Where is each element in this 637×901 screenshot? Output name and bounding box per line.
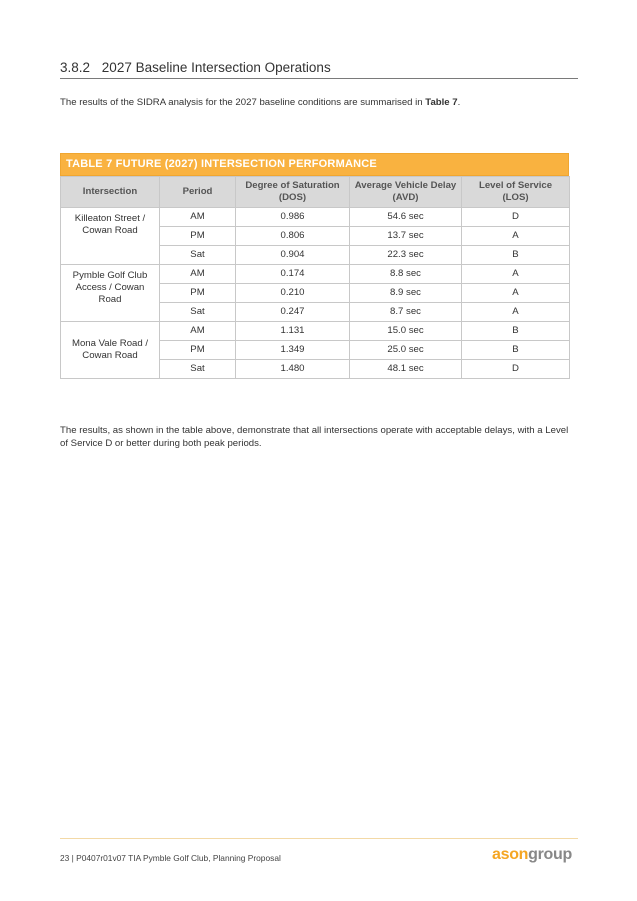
los-cell: A [462,265,570,284]
footer-divider [60,838,578,839]
section-heading [60,60,578,79]
intersection-cell: Mona Vale Road / Cowan Road [61,322,160,379]
intro-text-end: . [457,97,461,108]
table-row [61,322,570,341]
header-intersection: Intersection [61,177,160,208]
period-cell: PM [160,284,236,303]
period-cell: Sat [160,303,236,322]
los-cell: D [462,360,570,379]
footer-text: 23 | P0407r01v07 TIA Pymble Golf Club, Planning Proposal [60,853,281,863]
avd-cell: 13.7 sec [350,227,462,246]
dos-cell: 0.210 [236,284,350,303]
avd-cell: 8.8 sec [350,265,462,284]
period-cell: AM [160,322,236,341]
table-reference: Table 7 [425,97,458,108]
table-title: TABLE 7 FUTURE (2027) INTERSECTION PERFORMANCE [60,153,569,176]
avd-cell: 22.3 sec [350,246,462,265]
period-cell: Sat [160,360,236,379]
section-title: 2027 Baseline Intersection Operations [101,60,331,75]
period-cell: PM [160,227,236,246]
conclusion-paragraph: The results, as shown in the table above, demonstrate that all intersections operate with acceptable delays, with a Level of Service D or better during both peak periods. [60,425,569,449]
intersection-cell: Killeaton Street / Cowan Road [61,208,160,265]
header-los: Level of Service (LOS) [462,177,570,208]
ason-group-logo [492,846,572,864]
dos-cell: 0.986 [236,208,350,227]
table-row [61,265,570,284]
period-cell: PM [160,341,236,360]
intro-paragraph [60,97,578,108]
avd-cell: 8.7 sec [350,303,462,322]
avd-cell: 54.6 sec [350,208,462,227]
dos-cell: 1.349 [236,341,350,360]
period-cell: AM [160,265,236,284]
los-cell: B [462,322,570,341]
dos-cell: 0.904 [236,246,350,265]
dos-cell: 1.480 [236,360,350,379]
header-dos: Degree of Saturation (DOS) [236,177,350,208]
intersection-cell: Pymble Golf Club Access / Cowan Road [61,265,160,322]
performance-table [60,176,570,379]
header-period: Period [160,177,236,208]
avd-cell: 48.1 sec [350,360,462,379]
avd-cell: 15.0 sec [350,322,462,341]
performance-table-container [60,153,569,379]
los-cell: A [462,303,570,322]
table-row [61,208,570,227]
dos-cell: 1.131 [236,322,350,341]
los-cell: A [462,227,570,246]
los-cell: D [462,208,570,227]
los-cell: B [462,246,570,265]
los-cell: A [462,284,570,303]
dos-cell: 0.806 [236,227,350,246]
table-header-row [61,177,570,208]
period-cell: AM [160,208,236,227]
avd-cell: 25.0 sec [350,341,462,360]
logo-part-ason: ason [492,846,529,863]
intro-text: The results of the SIDRA analysis for the 2027 baseline conditions are summarised in [60,97,426,108]
section-number: 3.8.2 [60,60,91,75]
los-cell: B [462,341,570,360]
dos-cell: 0.174 [236,265,350,284]
avd-cell: 8.9 sec [350,284,462,303]
period-cell: Sat [160,246,236,265]
dos-cell: 0.247 [236,303,350,322]
header-avd: Average Vehicle Delay (AVD) [350,177,462,208]
logo-part-group: group [528,846,572,863]
